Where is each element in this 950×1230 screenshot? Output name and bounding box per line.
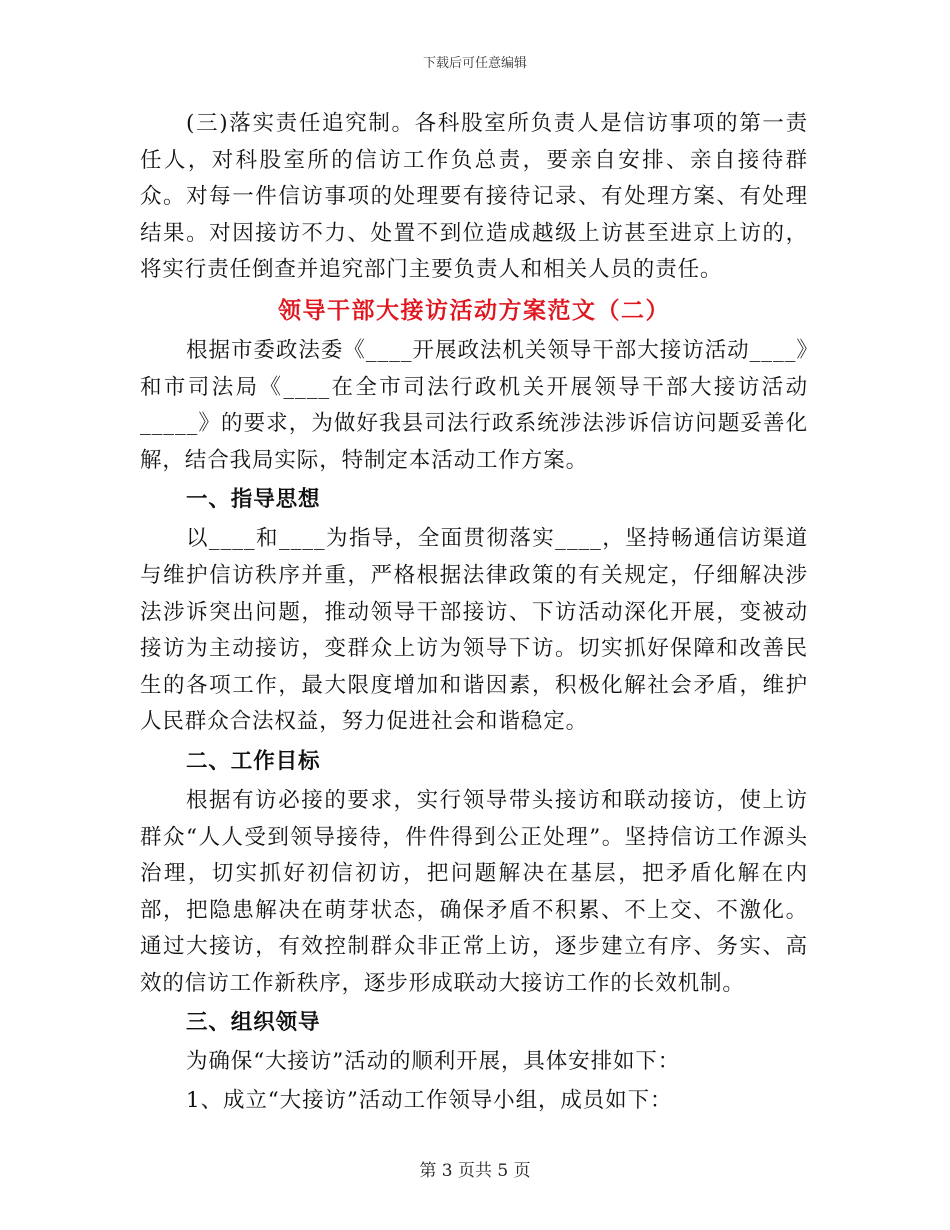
section-title: 领导干部大接访活动方案范文（二） bbox=[278, 296, 670, 324]
paragraph-arrangement: 为确保“大接访”活动的顺利开展，具体安排如下： bbox=[186, 1049, 681, 1075]
paragraph-basis: 根据市委政法委《____开展政法机关领导干部大接访活动____》和市司法局《____在全市司法行政机关开展领导干部大接访活动_____》的要求，为做好我县司法行政系统涉法涉诉信访问题妥善化解，结合我局实际，特制定本活动工作方案。 bbox=[140, 337, 808, 473]
page-header: 下载后可任意编辑 bbox=[422, 56, 527, 71]
paragraph-work-goals: 根据有访必接的要求，实行领导带头接访和联动接访，使上访群众“人人受到领导接待，件件得到公正处理”。坚持信访工作源头治理，切实抓好初信初访，把问题解决在基层，把矛盾化解在内部，把隐患解决在萌芽状态，确保矛盾不积累、不上交、不激化。通过大接访，有效控制群众非正常上访，逐步建立有序、务实、高效的信访工作新秩序，逐步形成联动大接访工作的长效机制。 bbox=[140, 787, 808, 996]
paragraph-responsibility: (三)落实责任追究制。各科股室所负责人是信访事项的第一责任人，对科股室所的信访工作负总责，要亲自安排、亲自接待群众。对每一件信访事项的处理要有接待记录、有处理方案、有处理结果。对因接访不力、处置不到位造成越级上访甚至进京上访的，将实行责任倒查并追究部门主要负责人和相关人员的责任。 bbox=[140, 111, 808, 283]
paragraph-guiding-ideology: 以____和____为指导，全面贯彻落实____，坚持畅通信访渠道与维护信访秩序并重，严格根据法律政策的有关规定，仔细解决涉法涉诉突出问题，推动领导干部接访、下访活动深化开展，变被动接访为主动接访，变群众上访为领导下访。切实抓好保障和改善民生的各项工作，最大限度增加和谐因素，积极化解社会矛盾，维护人民群众合法权益，努力促进社会和谐稳定。 bbox=[140, 526, 808, 735]
list-item-1: 1、成立“大接访”活动工作领导小组，成员如下： bbox=[186, 1088, 673, 1114]
heading-work-goals: 二、工作目标 bbox=[186, 748, 321, 774]
heading-guiding-ideology: 一、指导思想 bbox=[186, 487, 321, 513]
document-body bbox=[140, 106, 808, 1121]
heading-organization: 三、组织领导 bbox=[186, 1010, 321, 1036]
page-footer: 第 3 页共 5 页 bbox=[419, 1161, 531, 1181]
